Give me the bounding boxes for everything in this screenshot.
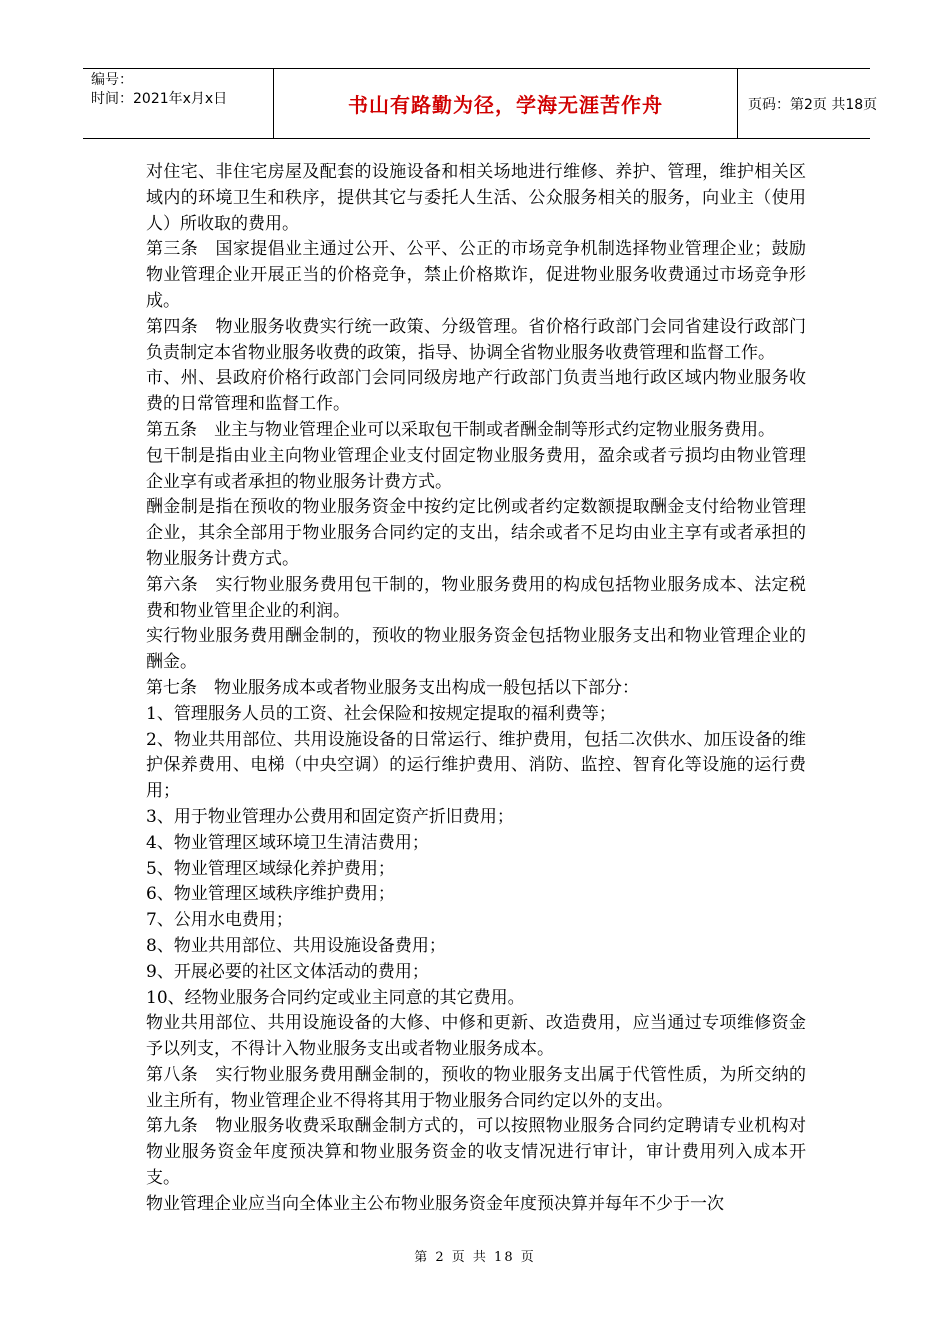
list-item: 2、物业共用部位、共用设施设备的日常运行、维护费用，包括二次供水、加压设备的维护保养费用、电梯（中央空调）的运行维护费用、消防、监控、智育化等设施的运行费用； xyxy=(146,729,806,802)
body-paragraph: 实行物业服务费用酬金制的，预收的物业服务资金包括物业服务支出和物业管理企业的酬金。 xyxy=(146,626,806,673)
header-info-cell xyxy=(83,69,274,138)
list-item: 1、管理服务人员的工资、社会保险和按规定提取的福利费等； xyxy=(146,703,616,724)
document-date-label: 时间：2021年x月x日 xyxy=(91,91,228,107)
document-number-label: 编号： xyxy=(91,72,133,88)
header-motto: 书山有路勤为径，学海无涯苦作舟 xyxy=(274,69,738,138)
list-item: 6、物业管理区域秩序维护费用； xyxy=(146,884,395,905)
list-item: 7、公用水电费用； xyxy=(146,910,293,931)
list-item: 9、开展必要的社区文体活动的费用； xyxy=(146,961,429,982)
body-paragraph: 物业共用部位、共用设施设备的大修、中修和更新、改造费用，应当通过专项维修资金予以列支，不得计入物业服务支出或者物业服务成本。 xyxy=(146,1013,806,1060)
body-paragraph: 对住宅、非住宅房屋及配套的设施设备和相关场地进行维修、养护、管理，维护相关区域内的环境卫生和秩序，提供其它与委托人生活、公众服务相关的服务，向业主（使用人）所收取的费用。 xyxy=(146,162,806,234)
body-paragraph: 市、州、县政府价格行政部门会同同级房地产行政部门负责当地行政区域内物业服务收费的日常管理和监督工作。 xyxy=(146,368,806,415)
article-5-paragraph: 第五条 业主与物业管理企业可以采取包干制或者酬金制等形式约定物业服务费用。 xyxy=(146,419,775,440)
list-item: 8、物业共用部位、共用设施设备费用； xyxy=(146,935,446,956)
document-body xyxy=(146,160,806,1218)
header-page-number: 页码：第2页 共18页 xyxy=(748,96,878,113)
body-paragraph: 酬金制是指在预收的物业服务资金中按约定比例或者约定数额提取酬金支付给物业管理企业，其余全部用于物业服务合同约定的支出，结余或者不足均由业主享有或者承担的物业服务计费方式。 xyxy=(146,497,806,569)
article-3-paragraph: 第三条 国家提倡业主通过公开、公平、公正的市场竞争机制选择物业管理企业；鼓励物业管理企业开展正当的价格竞争，禁止价格欺诈，促进物业服务收费通过市场竞争形成。 xyxy=(146,239,806,311)
list-item: 3、用于物业管理办公费用和固定资产折旧费用； xyxy=(146,806,514,827)
page-footer: 第 2 页 共 18 页 xyxy=(414,1250,536,1265)
page-header xyxy=(83,68,878,139)
body-paragraph: 包干制是指由业主向物业管理企业支付固定物业服务费用，盈余或者亏损均由物业管理企业享有或者承担的物业服务计费方式。 xyxy=(146,445,806,492)
article-8-paragraph: 第八条 实行物业服务费用酬金制的，预收的物业服务支出属于代管性质，为所交纳的业主所有，物业管理企业不得将其用于物业服务合同约定以外的支出。 xyxy=(146,1064,806,1111)
article-9-paragraph: 第九条 物业服务收费采取酬金制方式的，可以按照物业服务合同约定聘请专业机构对物业服务资金年度预决算和物业服务资金的收支情况进行审计，审计费用列入成本开支。 xyxy=(146,1116,806,1189)
article-4-paragraph: 第四条 物业服务收费实行统一政策、分级管理。省价格行政部门会同省建设行政部门负责制定本省物业服务收费的政策，指导、协调全省物业服务收费管理和监督工作。 xyxy=(146,316,806,363)
body-paragraph: 物业管理企业应当向全体业主公布物业服务资金年度预决算并每年不少于一次 xyxy=(146,1193,724,1214)
list-item: 4、物业管理区域环境卫生清洁费用； xyxy=(146,832,429,853)
article-7-paragraph: 第七条 物业服务成本或者物业服务支出构成一般包括以下部分： xyxy=(146,677,639,698)
article-6-paragraph: 第六条 实行物业服务费用包干制的，物业服务费用的构成包括物业服务成本、法定税费和物业管里企业的利润。 xyxy=(146,574,806,621)
list-item: 10、经物业服务合同约定或业主同意的其它费用。 xyxy=(146,987,525,1008)
list-item: 5、物业管理区域绿化养护费用； xyxy=(146,858,395,879)
